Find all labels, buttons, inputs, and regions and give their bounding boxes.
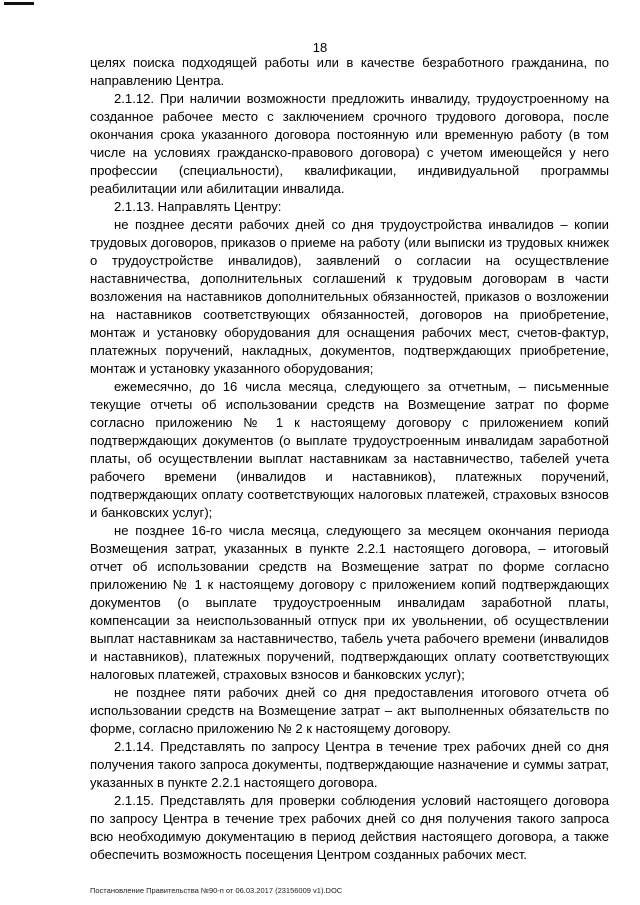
paragraph-continuation: целях поиска подходящей работы или в качестве безработного гражданина, по направлению Центра.: [90, 55, 609, 88]
paragraph-monthly-reports: ежемесячно, до 16 числа месяца, следующего за отчетным, – письменные текущие отчеты об использовании средств на Возмещение затрат по форме согласно приложению № 1 к настоящему договору с приложением копий подтверждающих документов (о выплате трудоустроенным инвалидам заработной платы, об осуществлении выплат наставникам за наставничество, табелей учета рабочего времени (инвалидов и наставников), платежных поручений, подтверждающих оплату соответствующих налоговых платежей, страховых взносов и банковских услуг);: [90, 379, 609, 520]
paragraph-2-1-14: 2.1.14. Представлять по запросу Центра в течение трех рабочих дней со дня получения такого запроса документы, подтверждающие назначение и суммы затрат, указанных в пункте 2.2.1 настоящего договора.: [90, 739, 609, 790]
page-number: 18: [312, 40, 328, 55]
paragraph-2-1-13: 2.1.13. Направлять Центру:: [114, 199, 282, 214]
paragraph-employment-documents: не позднее десяти рабочих дней со дня трудоустройства инвалидов – копии трудовых договоров, приказов о приеме на работу (или выписки из трудовых книжек о трудоустройстве инвалидов), заявлений о согласии на осуществление наставничества, дополнительных соглашений к трудовым договорам в части возложения на наставников дополнительных обязанностей, приказов о возложении на наставников соответствующих обязанностей, договоров на приобретение, монтаж и установку оборудования для оснащения рабочих мест, счетов-фактур, платежных поручений, накладных, документов, подтверждающих приобретение, монтаж и установку указанного оборудования;: [90, 217, 609, 376]
document-footer: Постановление Правительства №90-п от 06.03.2017 (23156009 v1).DOC: [90, 886, 343, 895]
document-body: [90, 54, 609, 864]
paragraph-2-1-12: 2.1.12. При наличии возможности предложить инвалиду, трудоустроенному на созданное рабочее место с заключением срочного трудового договора, после окончания срока указанного договора постоянную или временную работу (в том числе на условиях гражданско-правового договора) с учетом имеющейся у него профессии (специальности), квалификации, индивидуальной программы реабилитации или абилитации инвалида.: [90, 91, 609, 196]
scan-corner-mark: [4, 2, 34, 5]
paragraph-completion-act: не позднее пяти рабочих дней со дня предоставления итогового отчета об использовании средств на Возмещение затрат – акт выполненных обязательств по форме, согласно приложению № 2 к настоящему договору.: [90, 685, 609, 736]
paragraph-2-1-15: 2.1.15. Представлять для проверки соблюдения условий настоящего договора по запросу Центра в течение трех рабочих дней со дня получения такого запроса всю необходимую документацию в период действия настоящего договора, а также обеспечить возможность посещения Центром созданных рабочих мест.: [90, 793, 609, 862]
paragraph-final-report: не позднее 16-го числа месяца, следующего за месяцем окончания периода Возмещения затрат, указанных в пункте 2.2.1 настоящего договора, – итоговый отчет об использовании средств на Возмещение затрат по форме согласно приложению № 1 к настоящему договору с приложением копий подтверждающих документов (о выплате трудоустроенным инвалидам заработной платы, компенсации за неиспользованный отпуск при их увольнении, об осуществлении выплат наставникам за наставничество, табель учета рабочего времени (инвалидов и наставников), платежных поручений, подтверждающих оплату соответствующих налоговых платежей, страховых взносов и банковских услуг);: [90, 523, 609, 682]
